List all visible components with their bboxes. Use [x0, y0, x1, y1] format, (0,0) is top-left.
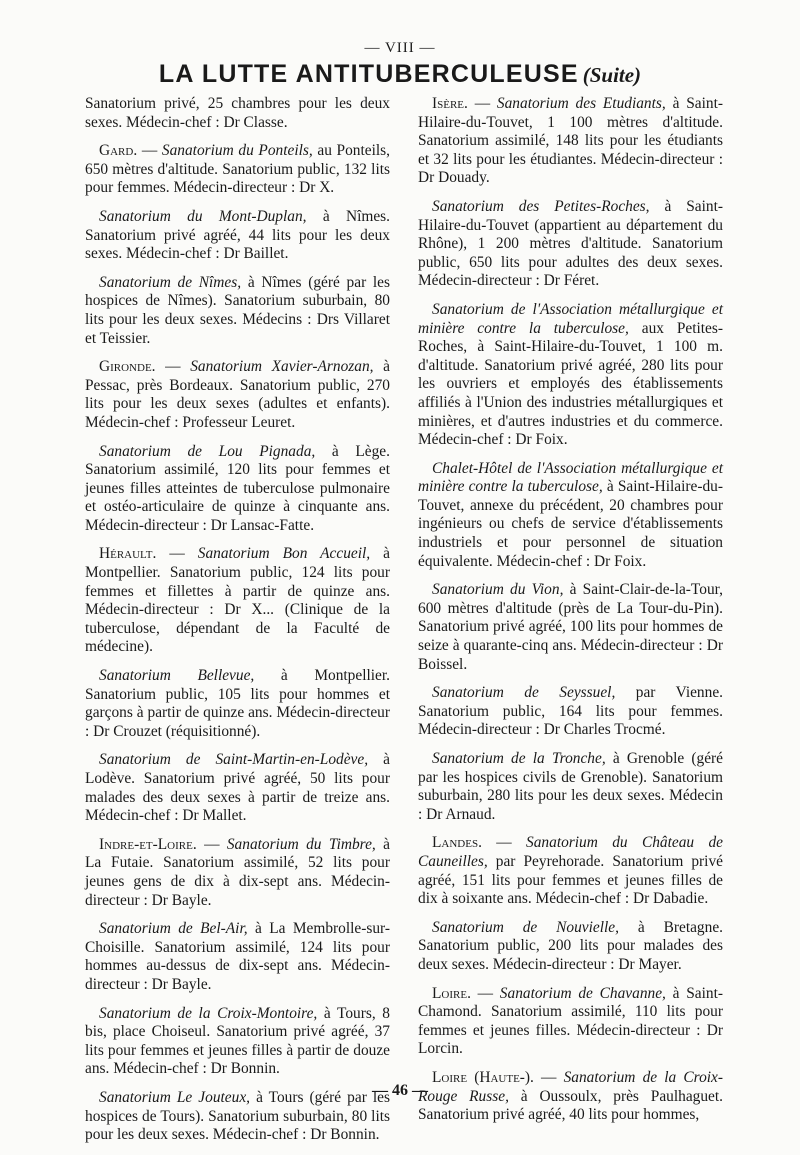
sanatorium-name: Sanatorium de Saint-Martin-en-Lodève, — [99, 751, 369, 769]
sanatorium-entry: Landes. — Sanatorium du Château de Cauneilles, par Peyrehorade. Sanatorium privé agréé, 151 lits pour femmes et jeunes filles de dix à soixante ans. Médecin-chef : Dr Dabadie. — [418, 834, 723, 908]
sanatorium-entry: Indre-et-Loire. — Sanatorium du Timbre, à La Futaie. Sanatorium assimilé, 52 lits pour jeunes gens de dix à dix-sept ans. Médecin-directeur : Dr Bayle. — [85, 835, 391, 909]
sanatorium-name: Sanatorium de Bel-Air, — [99, 920, 248, 938]
sanatorium-name: Sanatorium Bellevue, — [99, 667, 255, 685]
sanatorium-entry — [85, 667, 390, 741]
sanatorium-entry: Gironde. — Sanatorium Xavier-Arnozan, à Pessac, près Bordeaux. Sanatorium public, 270 lits pour les deux sexes (adultes et enfants). Médecin-chef : Professeur Leuret. — [85, 358, 390, 431]
entry-description: à Nîmes (géré par les hospices de Nîmes). Sanatorium suburbain, 80 lits pour les deux sexes. Médecins : Drs Villaret et Teissier. — [85, 273, 391, 347]
sanatorium-entry: Loire. — Sanatorium de Chavanne, à Saint-Chamond. Sanatorium assimilé, 110 lits pour femmes et jeunes filles. Médecin-directeur : Dr Lorcin. — [418, 984, 723, 1058]
sanatorium-name: Sanatorium de l'Association métallurgique et minière contre la tuberculose, — [418, 300, 723, 337]
sanatorium-name: Sanatorium Le Jouteux, — [99, 1088, 251, 1106]
sanatorium-entry: Hérault. — Sanatorium Bon Accueil, à Montpellier. Sanatorium public, 124 lits pour femmes et fillettes à partir de quinze ans. Médecin-directeur : Dr X... (Clinique de la tuberculose, dépendant de la Faculté de médecine). — [85, 545, 390, 656]
department-name: Loire (Haute-). — [432, 1068, 534, 1086]
sanatorium-entry — [85, 751, 390, 825]
sanatorium-entry — [85, 95, 390, 132]
title-suffix: (Suite) — [582, 63, 642, 87]
entry-description: par Vienne. Sanatorium public, 164 lits pour femmes. Médecin-directeur : Dr Charles Trocmé. — [418, 684, 723, 739]
left-column — [85, 95, 390, 1155]
sanatorium-entry: Isère. — Sanatorium des Etudiants, à Saint-Hilaire-du-Touvet, 1 100 mètres d'altitude. Sanatorium assimilé, 148 lits pour les étudiants et 32 lits pour les étudiantes. Médecin-directeur : Dr Douady. — [418, 95, 723, 187]
sanatorium-name: Sanatorium du Vion, — [432, 581, 564, 599]
entry-description: à La Futaie. Sanatorium assimilé, 52 lits pour jeunes gens de dix à dix-sept ans. Médecin-directeur : Dr Bayle. — [85, 835, 391, 909]
department-name: Isère. — [432, 95, 468, 112]
bottom-page-number: — 46 — — [372, 1082, 428, 1099]
sanatorium-name: Chalet-Hôtel de l'Association métallurgique et minière contre la tuberculose, — [418, 459, 723, 496]
entry-description: au Ponteils, 650 mètres d'altitude. Sanatorium public, 132 lits pour femmes. Médecin-directeur : Dr X. — [85, 142, 390, 197]
page-title — [0, 60, 800, 89]
sanatorium-name: Sanatorium de Chavanne, — [499, 984, 666, 1002]
sanatorium-entry: Gard. — Sanatorium du Ponteils, au Ponteils, 650 mètres d'altitude. Sanatorium public, 132 lits pour femmes. Médecin-directeur : Dr X. — [85, 142, 390, 197]
entry-description: à Montpellier. Sanatorium public, 105 lits pour hommes et garçons à partir de quinze ans. Médecin-directeur : Dr Crouzet (réquisitionné). — [85, 667, 390, 740]
entry-description: à Tours (géré par les hospices de Tours). Sanatorium suburbain, 80 lits pour les deux sexes. Médecin-chef : Dr Bonnin. — [85, 1088, 390, 1144]
entry-description: à Grenoble (géré par les hospices civils de Grenoble). Sanatorium suburbain, 280 lits pour les deux sexes. Médecin : Dr Arnaud. — [418, 750, 724, 823]
entry-description: à Oussoulx, près Paulhaguet. Sanatorium privé agréé, 40 lits pour hommes, — [418, 1087, 723, 1124]
sanatorium-name: Sanatorium du Château de Cauneilles, — [418, 834, 723, 870]
sanatorium-name: Sanatorium du Timbre, — [226, 835, 376, 853]
sanatorium-name: Sanatorium de Nouvielle, — [432, 918, 619, 936]
top-page-number: — VIII — — [364, 40, 436, 56]
sanatorium-entry — [418, 460, 723, 572]
sanatorium-name: Sanatorium des Petites-Roches, — [432, 197, 650, 215]
sanatorium-entry — [418, 684, 723, 740]
sanatorium-name: Sanatorium de Seyssuel, — [432, 684, 616, 702]
entry-description: à Saint-Hilaire-du-Touvet, annexe du précédent, 20 chambres pour ingénieurs ou chefs de service d'établissements industriels et pour personnel de situation équivalente. Médecin-chef : Dr Foix. — [418, 478, 723, 570]
title-main: LA LUTTE ANTITUBERCULEUSE — [158, 60, 579, 88]
sanatorium-name: Sanatorium de la Croix-Rouge Russe, — [418, 1068, 723, 1105]
entry-description: à Saint-Chamond. Sanatorium assimilé, 110 lits pour femmes et jeunes filles. Médecin-directeur : Dr Lorcin. — [418, 984, 723, 1058]
department-name: Landes. — [432, 834, 482, 852]
sanatorium-name: Sanatorium Bon Accueil, — [197, 545, 371, 563]
entry-description: à Lodève. Sanatorium privé agréé, 50 lits pour malades des deux sexes à partir de treize ans. Médecin-chef : Dr Mallet. — [85, 751, 390, 825]
sanatorium-entry — [85, 920, 390, 994]
right-column — [418, 95, 723, 1135]
department-name: Gard. — [99, 142, 138, 160]
sanatorium-name: Sanatorium des Etudiants, — [496, 95, 666, 112]
entry-description: à Tours, 8 bis, place Choiseul. Sanatorium privé agréé, 37 lits pour femmes et jeunes filles à partir de douze ans. Médecin-chef : Dr Bonnin. — [85, 1004, 390, 1078]
sanatorium-entry — [418, 198, 723, 291]
department-name: Loire. — [432, 984, 471, 1002]
sanatorium-entry — [418, 581, 723, 674]
entry-description: à Bretagne. Sanatorium public, 200 lits pour malades des deux sexes. Médecin-directeur : Dr Mayer. — [418, 918, 723, 973]
entry-description: à Pessac, près Bordeaux. Sanatorium public, 270 lits pour les deux sexes (adultes et enfants). Médecin-chef : Professeur Leuret. — [85, 358, 390, 431]
sanatorium-name: Sanatorium de Nîmes, — [99, 273, 242, 291]
entry-description: à Saint-Clair-de-la-Tour, 600 mètres d'altitude (près de La Tour-du-Pin). Sanatorium privé agréé, 100 lits pour hommes de seize à quarante-cinq ans. Médecin-directeur : Dr Boissel. — [418, 581, 723, 673]
entry-description: à Nîmes. Sanatorium privé agréé, 44 lits pour les deux sexes. Médecin-chef : Dr Baillet. — [85, 207, 390, 263]
sanatorium-name: Sanatorium du Ponteils, — [161, 142, 313, 160]
sanatorium-entry — [85, 443, 390, 536]
entry-description: Sanatorium privé, 25 chambres pour les deux sexes. Médecin-chef : Dr Classe. — [85, 95, 390, 131]
sanatorium-entry: Loire (Haute-). — Sanatorium de la Croix-Rouge Russe, à Oussoulx, près Paulhaguet. Sanatorium privé agréé, 40 lits pour hommes, — [418, 1068, 723, 1124]
sanatorium-name: Sanatorium Xavier-Arnozan, — [190, 358, 374, 376]
entry-description: à Montpellier. Sanatorium public, 124 lits pour femmes et fillettes à partir de quinze ans. Médecin-directeur : Dr X... (Clinique de la tuberculose, dépendant de la Faculté de médecine). — [85, 545, 390, 656]
department-name: Gironde. — [99, 358, 156, 376]
sanatorium-entry — [85, 274, 390, 348]
entry-description: à Lège. Sanatorium assimilé, 120 lits pour femmes et jeunes filles atteintes de tuberculose pulmonaire et ostéo-articulaire de quinze à cinquante ans. Médecin-directeur : Dr Lansac-Fatte. — [85, 442, 390, 534]
entry-description: à La Membrolle-sur-Choisille. Sanatorium assimilé, 124 lits pour hommes au-dessus de dix-sept ans. Médecin-directeur : Dr Bayle. — [85, 920, 390, 993]
sanatorium-name: Sanatorium du Mont-Duplan, — [99, 207, 307, 225]
sanatorium-name: Sanatorium de la Croix-Montoire, — [99, 1004, 318, 1022]
department-name: Hérault. — [99, 545, 157, 563]
sanatorium-entry — [418, 750, 723, 824]
sanatorium-name: Sanatorium de la Tronche, — [432, 750, 606, 767]
sanatorium-entry — [85, 208, 390, 264]
sanatorium-entry — [418, 301, 723, 450]
sanatorium-entry — [85, 1005, 390, 1079]
sanatorium-entry — [418, 919, 723, 975]
department-name: Indre-et-Loire. — [99, 835, 197, 853]
entry-description: à Saint-Hilaire-du-Touvet (appartient au département du Rhône), 1 200 mètres d'altitude. Sanatorium public, 650 lits pour adultes des deux sexes. Médecin-directeur : Dr Féret. — [418, 197, 723, 290]
entry-description: aux Petites-Roches, à Saint-Hilaire-du-Touvet, 1 100 m. d'altitude. Sanatorium privé agréé, 280 lits pour les ouvriers et employés des établissements affiliés à l'Union des industries métallurgiques et minières, et d'autres industries et du commerce. Médecin-chef : Dr Foix. — [418, 319, 723, 449]
entry-description: par Peyrehorade. Sanatorium privé agréé, 151 lits pour femmes et jeunes filles de dix à soixante ans. Médecin-chef : Dr Dabadie. — [418, 852, 723, 908]
entry-description: à Saint-Hilaire-du-Touvet, 1 100 mètres d'altitude. Sanatorium assimilé, 148 lits pour les étudiants et 32 lits pour les étudiantes. Médecin-directeur : Dr Douady. — [418, 95, 723, 187]
sanatorium-name: Sanatorium de Lou Pignada, — [99, 442, 316, 460]
